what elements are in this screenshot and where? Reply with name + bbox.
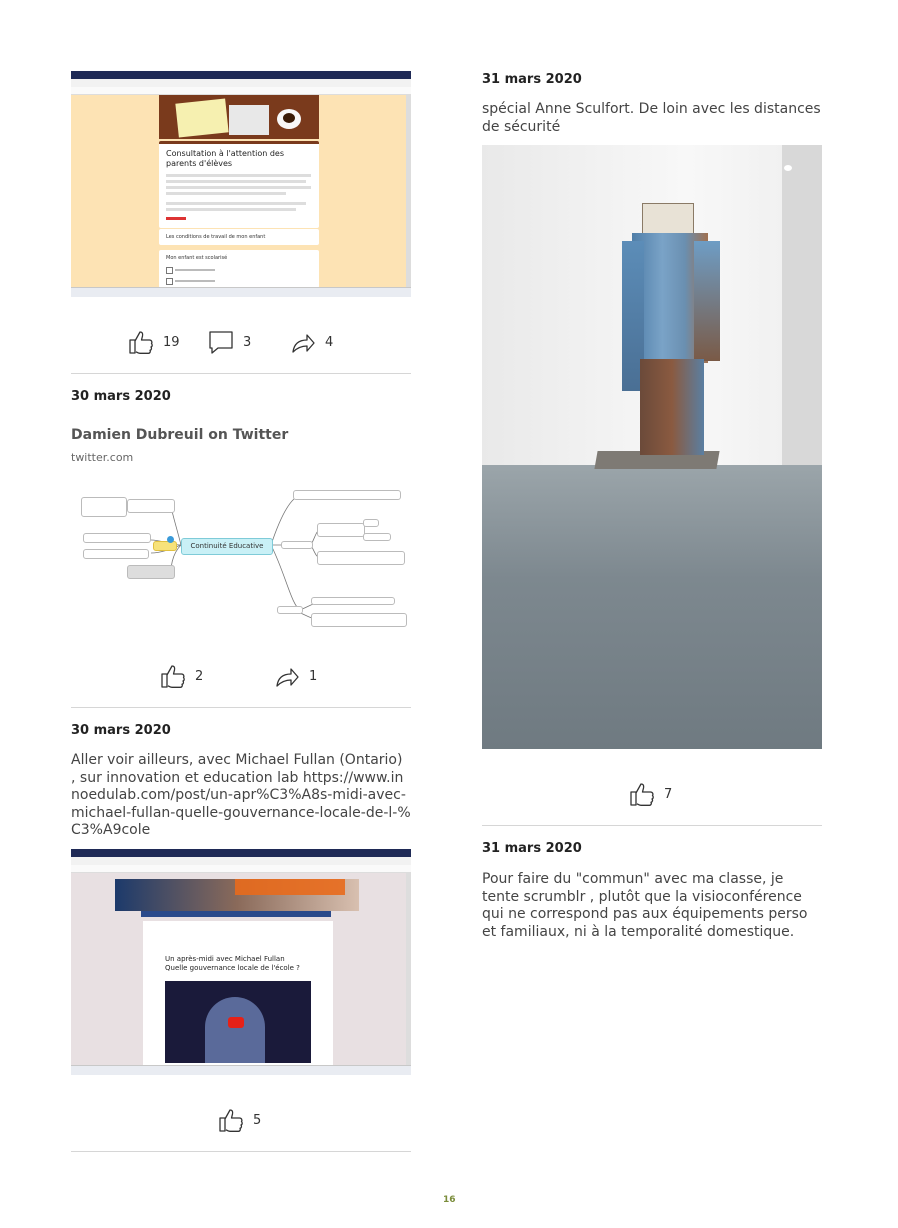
gallery-floor xyxy=(482,465,822,749)
video-play-icon[interactable] xyxy=(228,1017,244,1028)
gallery-wall-corner xyxy=(782,145,822,480)
thumbs-up-icon xyxy=(217,1106,245,1134)
mind-map-node xyxy=(81,497,127,517)
post-date: 30 mars 2020 xyxy=(71,389,171,404)
article-title: Un après-midi avec Michael Fullan Quelle gouvernance locale de l'école ? xyxy=(165,955,300,972)
post-reactions xyxy=(71,1105,411,1135)
post-reactions xyxy=(71,327,411,357)
browser-tab-strip xyxy=(71,71,411,79)
like-button[interactable] xyxy=(127,327,180,357)
sculpture-photo xyxy=(482,145,822,749)
browser-bookmark-bar xyxy=(71,865,411,873)
mind-map-node xyxy=(153,541,177,551)
post-date: 31 mars 2020 xyxy=(482,72,582,87)
mind-map-node xyxy=(277,606,303,614)
video-player xyxy=(165,981,311,1063)
post-text: Aller voir ailleurs, avec Michael Fullan (Ontario) , sur innovation et education lab https://www.innoedulab.com/post/un-apr%C3%A8s-midi-avec-michael-fullan-quelle-gouvernance-locale-de-l-%C3%A9cole xyxy=(71,752,411,838)
browser-bookmark-bar xyxy=(71,87,411,95)
post-reactions xyxy=(482,779,822,809)
post-divider xyxy=(71,707,411,708)
share-button[interactable] xyxy=(273,661,317,691)
post-date: 30 mars 2020 xyxy=(71,723,171,738)
mind-map-node xyxy=(317,523,365,537)
mind-map-image xyxy=(71,485,411,633)
google-form-screenshot xyxy=(71,71,411,297)
share-button[interactable] xyxy=(289,327,333,357)
form-title-card xyxy=(159,141,319,228)
like-count: 19 xyxy=(163,334,180,350)
mind-map-node xyxy=(293,490,401,500)
thumbs-up-icon xyxy=(127,328,155,356)
post-date: 31 mars 2020 xyxy=(482,841,582,856)
comment-count: 3 xyxy=(243,334,252,350)
post-divider xyxy=(482,825,822,826)
article-screenshot xyxy=(71,849,411,1075)
like-count: 7 xyxy=(664,786,673,802)
like-count: 5 xyxy=(253,1112,262,1128)
mind-map-badge xyxy=(167,536,174,543)
mind-map-center xyxy=(181,538,273,555)
post-text: Pour faire du "commun" avec ma classe, je tente scrumblr , plutôt que la visioconférence qui ne correspond pas aux équipements perso et familiaux, ni à la temporalité domestique. xyxy=(482,871,808,940)
like-button[interactable] xyxy=(217,1105,261,1135)
form-question-card xyxy=(159,250,319,288)
mind-map-node xyxy=(363,533,391,541)
ceiling-light xyxy=(784,165,792,171)
site-nav-bar xyxy=(141,911,331,917)
thumbs-up-icon xyxy=(159,662,187,690)
form-question: Mon enfant est scolarisé xyxy=(166,255,228,261)
form-header-image xyxy=(159,95,319,139)
post-divider xyxy=(71,373,411,374)
form-title: Consultation à l'attention des parents d'élèves xyxy=(166,149,284,168)
article-card xyxy=(143,921,333,1065)
mind-map-node xyxy=(127,565,175,579)
post-text: spécial Anne Sculfort. De loin avec les distances de sécurité xyxy=(482,101,821,135)
browser-scrollbar xyxy=(406,94,411,288)
like-button[interactable] xyxy=(628,779,672,809)
share-arrow-icon xyxy=(289,328,317,356)
site-banner xyxy=(115,879,359,911)
link-title[interactable]: Damien Dubreuil on Twitter xyxy=(71,427,289,443)
mind-map-node xyxy=(363,519,379,527)
form-section-title: Les conditions de travail de mon enfant xyxy=(166,234,266,240)
browser-tab-strip xyxy=(71,849,411,857)
share-count: 4 xyxy=(325,334,334,350)
share-count: 1 xyxy=(309,668,318,684)
comment-bubble-icon xyxy=(207,328,235,356)
page-number: 16 xyxy=(443,1195,456,1205)
link-source: twitter.com xyxy=(71,451,134,464)
sculpture-head xyxy=(642,203,694,237)
mind-map-node xyxy=(317,551,405,565)
mind-map-node xyxy=(83,533,151,543)
post-reactions xyxy=(71,661,411,691)
browser-scrollbar xyxy=(406,872,411,1066)
like-count: 2 xyxy=(195,668,204,684)
mind-map-node xyxy=(83,549,149,559)
thumbs-up-icon xyxy=(628,780,656,808)
mind-map-node xyxy=(311,613,407,627)
mind-map-node xyxy=(127,499,175,513)
post-divider xyxy=(71,1151,411,1152)
mind-map-center-label: Continuité Educative xyxy=(190,542,264,550)
mind-map-node xyxy=(311,597,395,605)
like-button[interactable] xyxy=(159,661,203,691)
windows-taskbar xyxy=(71,1065,411,1075)
sculpture-legs xyxy=(640,359,704,455)
sculpture-right-arm xyxy=(694,241,720,361)
mind-map-node xyxy=(281,541,313,549)
share-arrow-icon xyxy=(273,662,301,690)
windows-taskbar xyxy=(71,287,411,297)
comment-button[interactable] xyxy=(207,327,251,357)
form-section-card xyxy=(159,229,319,245)
